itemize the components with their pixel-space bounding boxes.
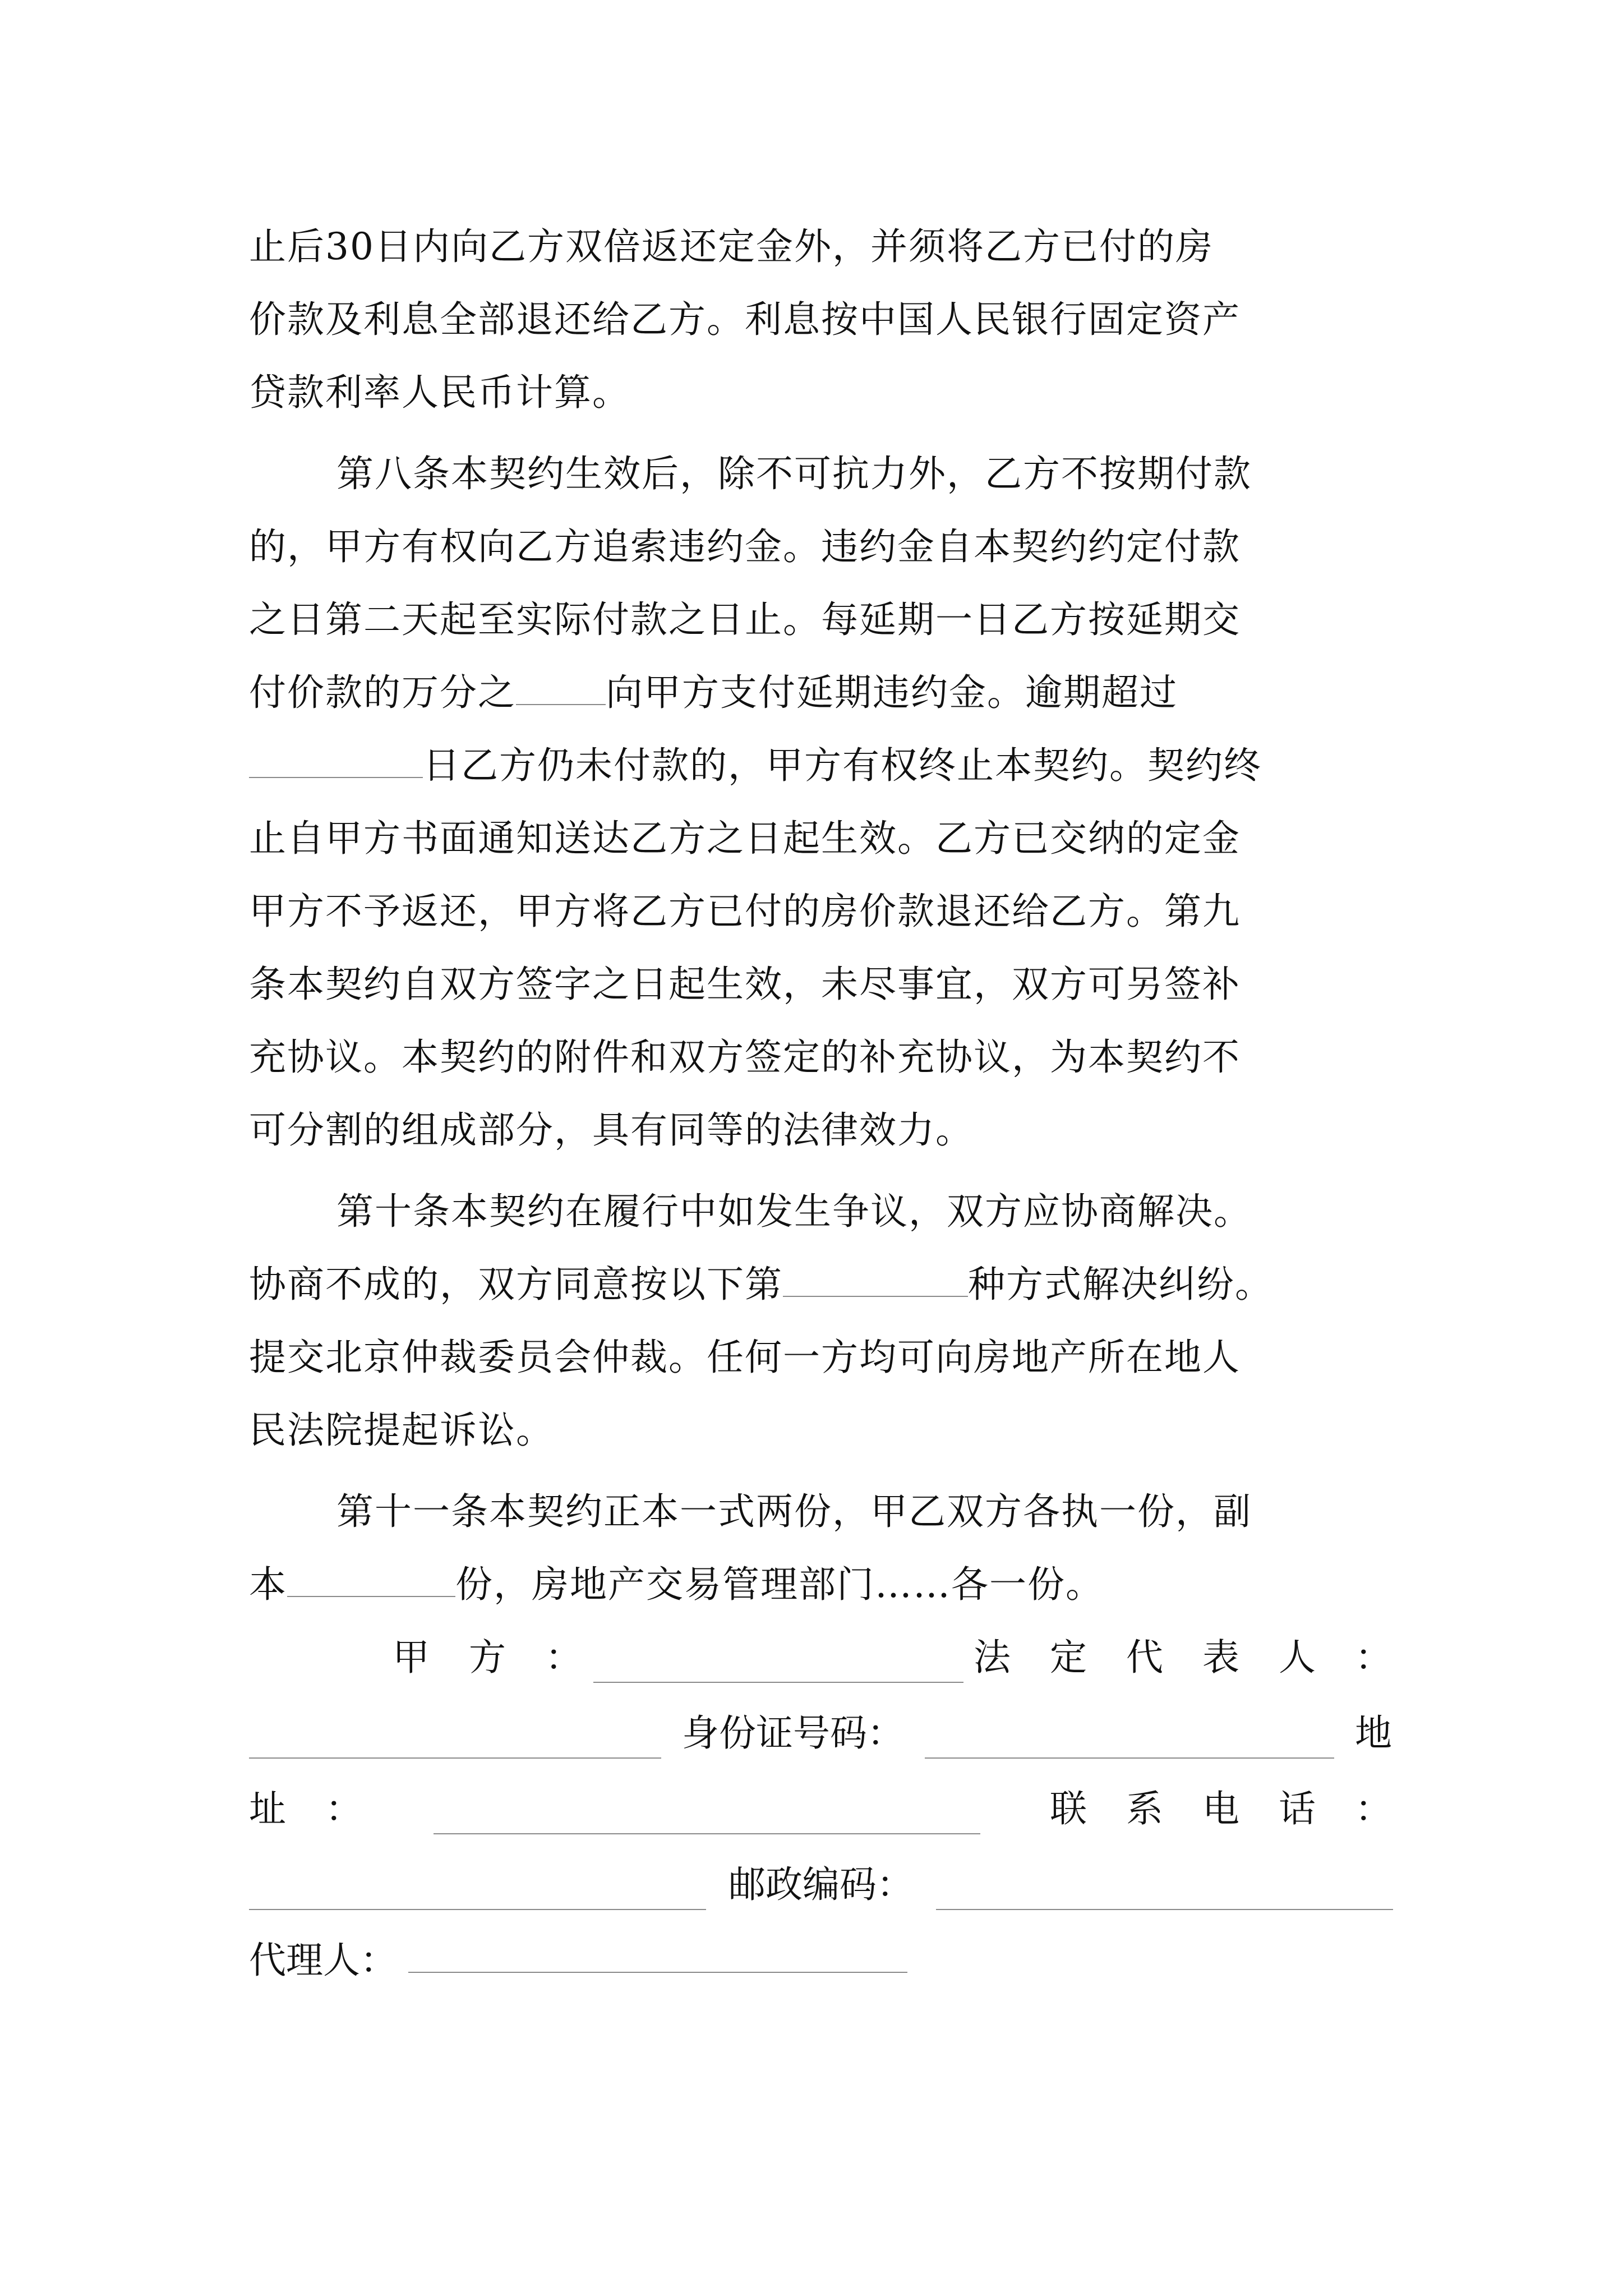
blank-days (249, 743, 423, 778)
line-text: 民法院提起诉讼。 (249, 1409, 554, 1452)
line-text: 本 (249, 1563, 287, 1606)
line-text: 第十一条本契约正本一式两份，甲乙双方各执一份，副 (336, 1490, 1252, 1533)
id-number-label: 身份证号码： (682, 1711, 904, 1755)
paragraph-line (249, 1105, 1393, 1156)
line-text: 日乙方仍未付款的，甲方有权终止本契约。契约终 (423, 744, 1262, 787)
paragraph-line (249, 295, 1393, 345)
line-text: 之日第二天起至实际付款之日止。每延期一日乙方按延期交 (249, 598, 1241, 641)
paragraph-line (249, 1259, 1421, 1310)
agent-label: 代理人： (249, 1939, 397, 1982)
blank-ratio (516, 670, 606, 705)
address-label-part2: 址 ： (249, 1787, 363, 1830)
line-text: 第十条本契约在履行中如发生争议，双方应协商解决。 (336, 1190, 1252, 1233)
blank-copies (287, 1562, 455, 1597)
line-text: 可分割的组成部分，具有同等的法律效力。 (249, 1108, 974, 1152)
line-text: 份，房地产交易管理部门……各一份。 (455, 1563, 1104, 1606)
paragraph-line (336, 1186, 1419, 1237)
paragraph-line (249, 813, 1393, 864)
line-text: 价款及利息全部退还给乙方。利息按中国人民银行固定资产 (249, 298, 1241, 341)
line-text: 条本契约自双方签字之日起生效，未尽事宜，双方可另签补 (249, 963, 1241, 1006)
paragraph-line (249, 222, 1393, 272)
signature-row-address (249, 1784, 1393, 1834)
paragraph-line (249, 1032, 1393, 1083)
line-text: 种方式解决纠纷。 (968, 1263, 1273, 1306)
line-text: 甲方不予返还，甲方将乙方已付的房价款退还给乙方。第九 (249, 890, 1241, 933)
paragraph-line (249, 522, 1393, 572)
address-blank (434, 1800, 980, 1834)
phone-label: 联 系 电 话 ： (1050, 1787, 1393, 1830)
signature-row-agent (249, 1935, 1393, 1986)
legal-representative-label: 法 定 代 表 人 ： (974, 1636, 1393, 1679)
paragraph-line (249, 959, 1393, 1010)
paragraph-line (249, 367, 1393, 418)
paragraph-line (336, 449, 1393, 499)
paragraph-line (249, 740, 1393, 791)
line-text: 充协议。本契约的附件和双方签定的补充协议，为本契约不 (249, 1036, 1241, 1079)
line-text: 止自甲方书面通知送达乙方之日起生效。乙方已交纳的定金 (249, 817, 1241, 860)
address-label-part1: 地 (1355, 1711, 1393, 1755)
postcode-label: 邮政编码： (728, 1863, 914, 1906)
line-text: 第八条本契约生效后，除不可抗力外，乙方不按期付款 (336, 452, 1252, 495)
line-text: 贷款利率人民币计算。 (249, 371, 630, 414)
blank-method (783, 1262, 968, 1297)
line-text: 协商不成的，双方同意按以下第 (249, 1263, 783, 1306)
line-text: 付价款的万分之 (249, 671, 516, 714)
signature-row-party-a (393, 1632, 1393, 1683)
paragraph-line (336, 1487, 1393, 1537)
id-number-blank (925, 1724, 1334, 1759)
legal-rep-blank (249, 1724, 661, 1759)
phone-blank (249, 1875, 706, 1910)
line-text: 提交北京仲裁委员会仲裁。任何一方均可向房地产所在地人 (249, 1336, 1241, 1379)
line-text: 止后30日内向乙方双倍返还定金外，并须将乙方已付的房 (249, 225, 1214, 268)
paragraph-line (249, 595, 1393, 645)
party-a-label: 甲 方 ： (393, 1636, 583, 1679)
paragraph-line (249, 1332, 1393, 1383)
signature-row-postcode (249, 1860, 1393, 1910)
paragraph-line (249, 1405, 1393, 1456)
postcode-blank (936, 1875, 1393, 1910)
agent-blank (408, 1938, 907, 1973)
paragraph-line (249, 1559, 1393, 1610)
party-a-blank (593, 1648, 963, 1683)
signature-row-id (249, 1708, 1393, 1759)
line-text: 的，甲方有权向乙方追索违约金。违约金自本契约约定付款 (249, 525, 1241, 568)
paragraph-line (249, 886, 1393, 937)
line-text: 向甲方支付延期违约金。逾期超过 (606, 671, 1178, 714)
paragraph-line (249, 668, 1393, 718)
